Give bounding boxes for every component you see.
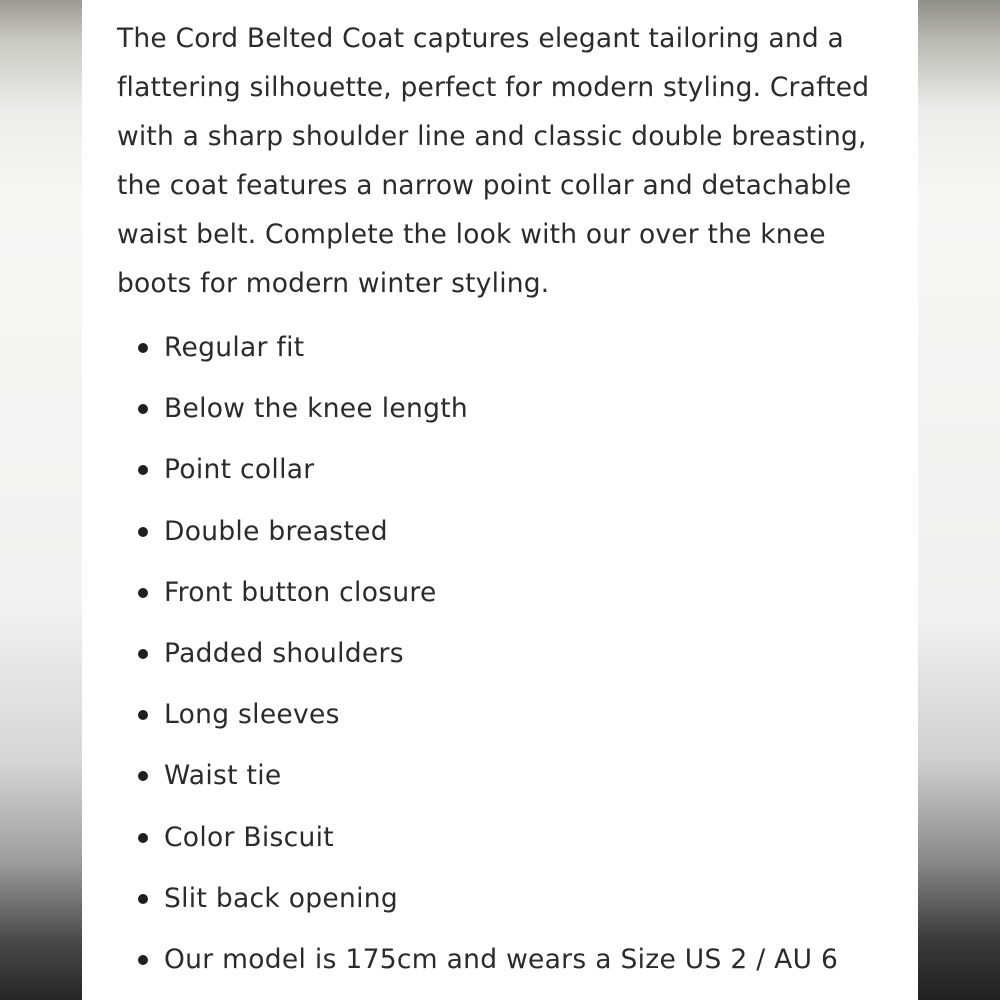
background-left — [0, 0, 82, 1000]
list-item — [117, 698, 884, 759]
bullet-icon — [138, 465, 148, 475]
list-item — [117, 576, 884, 637]
bullet-icon — [138, 649, 148, 659]
list-item — [117, 882, 884, 943]
list-item — [117, 515, 884, 576]
bullet-icon — [138, 710, 148, 720]
feature-text: Slit back opening — [164, 882, 398, 914]
bullet-icon — [138, 894, 148, 904]
feature-text: Padded shoulders — [164, 637, 404, 669]
list-item — [117, 453, 884, 514]
bullet-icon — [138, 955, 148, 965]
background-right — [918, 0, 1000, 1000]
feature-list — [117, 331, 884, 1004]
feature-text: Point collar — [164, 454, 315, 486]
list-item — [117, 392, 884, 453]
bullet-icon — [138, 343, 148, 353]
feature-text: Our model is 175cm and wears a Size US 2 / AU 6 — [164, 943, 839, 975]
list-item — [117, 943, 884, 1004]
list-item — [117, 759, 884, 820]
list-item — [117, 637, 884, 698]
feature-text: Below the knee length — [164, 393, 469, 425]
feature-text: Color Biscuit — [164, 821, 334, 853]
feature-text: Double breasted — [164, 515, 388, 547]
feature-text: Front button closure — [164, 576, 437, 608]
product-description: The Cord Belted Coat captures elegant tailoring and a flattering silhouette, perfect for modern styling. Crafted with a sharp shoulder line and classic double breasting, the coat features a narrow point collar and detachable waist belt. Complete the look with our over the knee boots for modern winter styling. — [117, 23, 870, 299]
list-item — [117, 331, 884, 392]
list-item — [117, 821, 884, 882]
bullet-icon — [138, 771, 148, 781]
bullet-icon — [138, 833, 148, 843]
bullet-icon — [138, 588, 148, 598]
bullet-icon — [138, 527, 148, 537]
feature-text: Long sleeves — [164, 699, 340, 731]
product-description-card — [82, 0, 918, 1000]
feature-text: Regular fit — [164, 332, 305, 363]
feature-text: Waist tie — [164, 760, 282, 792]
bullet-icon — [138, 404, 148, 414]
